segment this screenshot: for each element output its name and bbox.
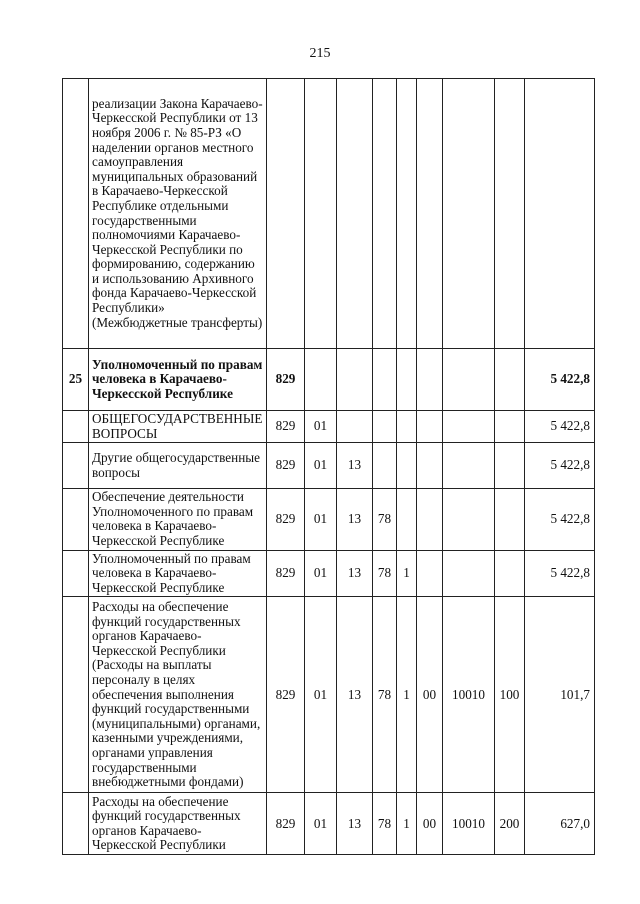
podrazdel-code: 13 bbox=[337, 489, 373, 550]
podrazdel-code: 13 bbox=[337, 550, 373, 597]
sum-value bbox=[525, 79, 595, 349]
row-name: Уполномоченный по правам человека в Карачаево-Черкесской Республике bbox=[89, 349, 267, 411]
sum-value: 5 422,8 bbox=[525, 411, 595, 443]
row-number bbox=[63, 443, 89, 489]
razdel-code bbox=[305, 349, 337, 411]
program-code: 78 bbox=[373, 793, 397, 855]
subprogram-code bbox=[397, 411, 417, 443]
event-code bbox=[417, 443, 443, 489]
row-number bbox=[63, 411, 89, 443]
event-code bbox=[417, 550, 443, 597]
event-code bbox=[417, 489, 443, 550]
razdel-code: 01 bbox=[305, 597, 337, 793]
ved-code bbox=[267, 79, 305, 349]
program-code bbox=[373, 349, 397, 411]
podrazdel-code bbox=[337, 79, 373, 349]
podrazdel-code bbox=[337, 411, 373, 443]
ved-code: 829 bbox=[267, 597, 305, 793]
event-code bbox=[417, 411, 443, 443]
expense-type-code bbox=[495, 349, 525, 411]
row-name: Другие общегосударственные вопросы bbox=[89, 443, 267, 489]
program-code: 78 bbox=[373, 489, 397, 550]
direction-code bbox=[443, 550, 495, 597]
sum-value: 5 422,8 bbox=[525, 489, 595, 550]
direction-code bbox=[443, 489, 495, 550]
subprogram-code bbox=[397, 79, 417, 349]
ved-code: 829 bbox=[267, 349, 305, 411]
table-row bbox=[63, 489, 595, 550]
expense-type-code bbox=[495, 550, 525, 597]
table-row bbox=[63, 411, 595, 443]
subprogram-code bbox=[397, 349, 417, 411]
row-number bbox=[63, 79, 89, 349]
event-code bbox=[417, 349, 443, 411]
row-name: Расходы на обеспечение функций государственных органов Карачаево-Черкесской Республики (Расходы на выплаты персоналу в целях обеспечения выполнения функций государственными (муниципальными) органами, казенными учреждениями, органами управления государственными внебюджетными фондами) bbox=[89, 597, 267, 793]
direction-code bbox=[443, 79, 495, 349]
direction-code bbox=[443, 411, 495, 443]
subprogram-code: 1 bbox=[397, 793, 417, 855]
subprogram-code: 1 bbox=[397, 550, 417, 597]
program-code: 78 bbox=[373, 597, 397, 793]
razdel-code: 01 bbox=[305, 793, 337, 855]
subprogram-code: 1 bbox=[397, 597, 417, 793]
program-code bbox=[373, 411, 397, 443]
row-name: ОБЩЕГОСУДАРСТВЕННЫЕ ВОПРОСЫ bbox=[89, 411, 267, 443]
row-name: Расходы на обеспечение функций государственных органов Карачаево-Черкесской Республики bbox=[89, 793, 267, 855]
table-row bbox=[63, 79, 595, 349]
table-row bbox=[63, 793, 595, 855]
row-number bbox=[63, 489, 89, 550]
ved-code: 829 bbox=[267, 550, 305, 597]
ved-code: 829 bbox=[267, 793, 305, 855]
sum-value: 5 422,8 bbox=[525, 349, 595, 411]
razdel-code: 01 bbox=[305, 550, 337, 597]
razdel-code: 01 bbox=[305, 489, 337, 550]
sum-value: 627,0 bbox=[525, 793, 595, 855]
ved-code: 829 bbox=[267, 443, 305, 489]
row-number bbox=[63, 597, 89, 793]
budget-table bbox=[62, 78, 595, 855]
row-number bbox=[63, 550, 89, 597]
row-number: 25 bbox=[63, 349, 89, 411]
event-code bbox=[417, 79, 443, 349]
razdel-code: 01 bbox=[305, 443, 337, 489]
program-code bbox=[373, 443, 397, 489]
row-name: реализации Закона Карачаево-Черкесской Республики от 13 ноября 2006 г. № 85-РЗ «О наделении органов местного самоуправления муниципальных образований в Карачаево-Черкесской Республике отдельными государственными полномочиями Карачаево-Черкесской Республики по формированию, содержанию и использованию Архивного фонда Карачаево-Черкесской Республики» (Межбюджетные трансферты) bbox=[89, 79, 267, 349]
ved-code: 829 bbox=[267, 489, 305, 550]
sum-value: 101,7 bbox=[525, 597, 595, 793]
row-name: Уполномоченный по правам человека в Карачаево-Черкесской Республике bbox=[89, 550, 267, 597]
direction-code bbox=[443, 349, 495, 411]
subprogram-code bbox=[397, 489, 417, 550]
razdel-code: 01 bbox=[305, 411, 337, 443]
row-name: Обеспечение деятельности Уполномоченного по правам человека в Карачаево-Черкесской Республике bbox=[89, 489, 267, 550]
table-row bbox=[63, 349, 595, 411]
event-code: 00 bbox=[417, 597, 443, 793]
podrazdel-code: 13 bbox=[337, 793, 373, 855]
table-row bbox=[63, 550, 595, 597]
table-row bbox=[63, 597, 595, 793]
podrazdel-code: 13 bbox=[337, 597, 373, 793]
razdel-code bbox=[305, 79, 337, 349]
expense-type-code bbox=[495, 79, 525, 349]
row-number bbox=[63, 793, 89, 855]
page-number: 215 bbox=[309, 46, 331, 61]
expense-type-code: 100 bbox=[495, 597, 525, 793]
direction-code: 10010 bbox=[443, 597, 495, 793]
podrazdel-code: 13 bbox=[337, 443, 373, 489]
expense-type-code bbox=[495, 411, 525, 443]
expense-type-code: 200 bbox=[495, 793, 525, 855]
table-row bbox=[63, 443, 595, 489]
program-code bbox=[373, 79, 397, 349]
program-code: 78 bbox=[373, 550, 397, 597]
expense-type-code bbox=[495, 489, 525, 550]
subprogram-code bbox=[397, 443, 417, 489]
sum-value: 5 422,8 bbox=[525, 443, 595, 489]
ved-code: 829 bbox=[267, 411, 305, 443]
direction-code: 10010 bbox=[443, 793, 495, 855]
sum-value: 5 422,8 bbox=[525, 550, 595, 597]
expense-type-code bbox=[495, 443, 525, 489]
direction-code bbox=[443, 443, 495, 489]
podrazdel-code bbox=[337, 349, 373, 411]
event-code: 00 bbox=[417, 793, 443, 855]
